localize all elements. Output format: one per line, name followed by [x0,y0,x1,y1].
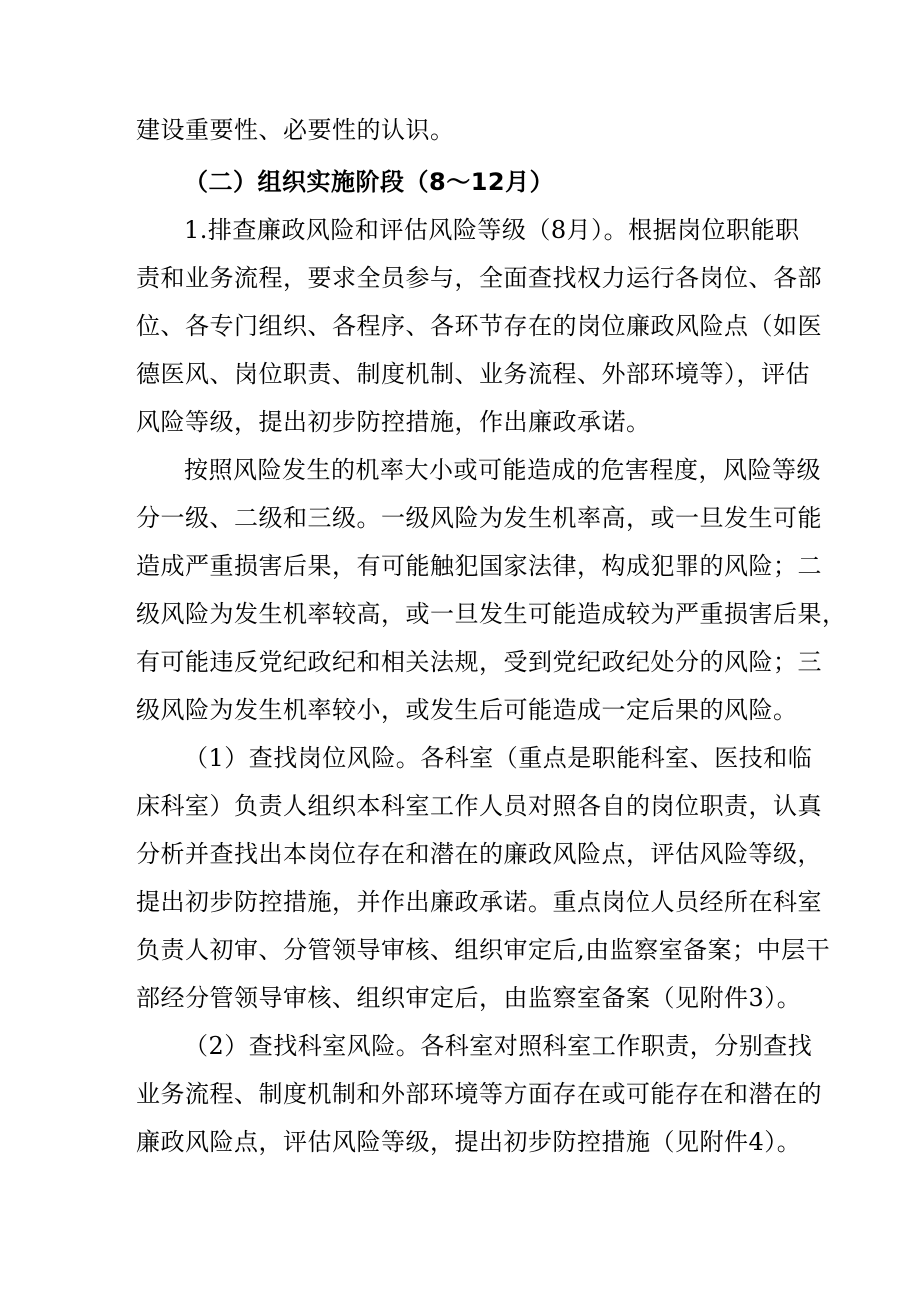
paragraph-line: 造成严重损害后果，有可能触犯国家法律，构成犯罪的风险；二 [136,552,822,580]
paragraph-line: 按照风险发生的机率大小或可能造成的危害程度，风险等级 [184,456,821,484]
paragraph-line: 级风险为发生机率较小，或发生后可能造成一定后果的风险。 [136,696,798,724]
section-heading: （二）组织实施阶段（8～12月） [184,168,555,196]
paragraph-line: 责和业务流程，要求全员参与，全面查找权力运行各岗位、各部 [136,264,822,292]
paragraph-line: 分一级、二级和三级。一级风险为发生机率高，或一旦发生可能 [136,504,822,532]
paragraph-line: （1）查找岗位风险。各科室（重点是职能科室、医技和临 [184,744,813,772]
paragraph-line: 分析并查找出本岗位存在和潜在的廉政风险点，评估风险等级， [136,840,822,868]
paragraph-line: 级风险为发生机率较高，或一旦发生可能造成较为严重损害后果， [136,600,847,628]
paragraph-line: 业务流程、制度机制和外部环境等方面存在或可能存在和潜在的 [136,1080,822,1108]
paragraph-line: 风险等级，提出初步防控措施，作出廉政承诺。 [136,408,651,436]
paragraph-line: 有可能违反党纪政纪和相关法规，受到党纪政纪处分的风险；三 [136,648,822,676]
paragraph-line: （2）查找科室风险。各科室对照科室工作职责，分别查找 [184,1032,813,1060]
paragraph-line: 1.排查廉政风险和评估风险等级（8月）。根据岗位职能职 [184,216,800,244]
paragraph-line: 提出初步防控措施，并作出廉政承诺。重点岗位人员经所在科室 [136,888,822,916]
paragraph-line: 德医风、岗位职责、制度机制、业务流程、外部环境等），评估 [136,360,810,388]
paragraph-line: 廉政风险点，评估风险等级，提出初步防控措施（见附件4）。 [136,1128,802,1156]
paragraph-line: 位、各专门组织、各程序、各环节存在的岗位廉政风险点（如医 [136,312,822,340]
paragraph-line: 床科室）负责人组织本科室工作人员对照各自的岗位职责，认真 [136,792,822,820]
paragraph-line: 部经分管领导审核、组织审定后，由监察室备案（见附件3）。 [136,984,802,1012]
paragraph-line: 负责人初审、分管领导审核、组织审定后,由监察室备案；中层干 [136,936,831,964]
paragraph-line: 建设重要性、必要性的认识。 [136,116,455,144]
